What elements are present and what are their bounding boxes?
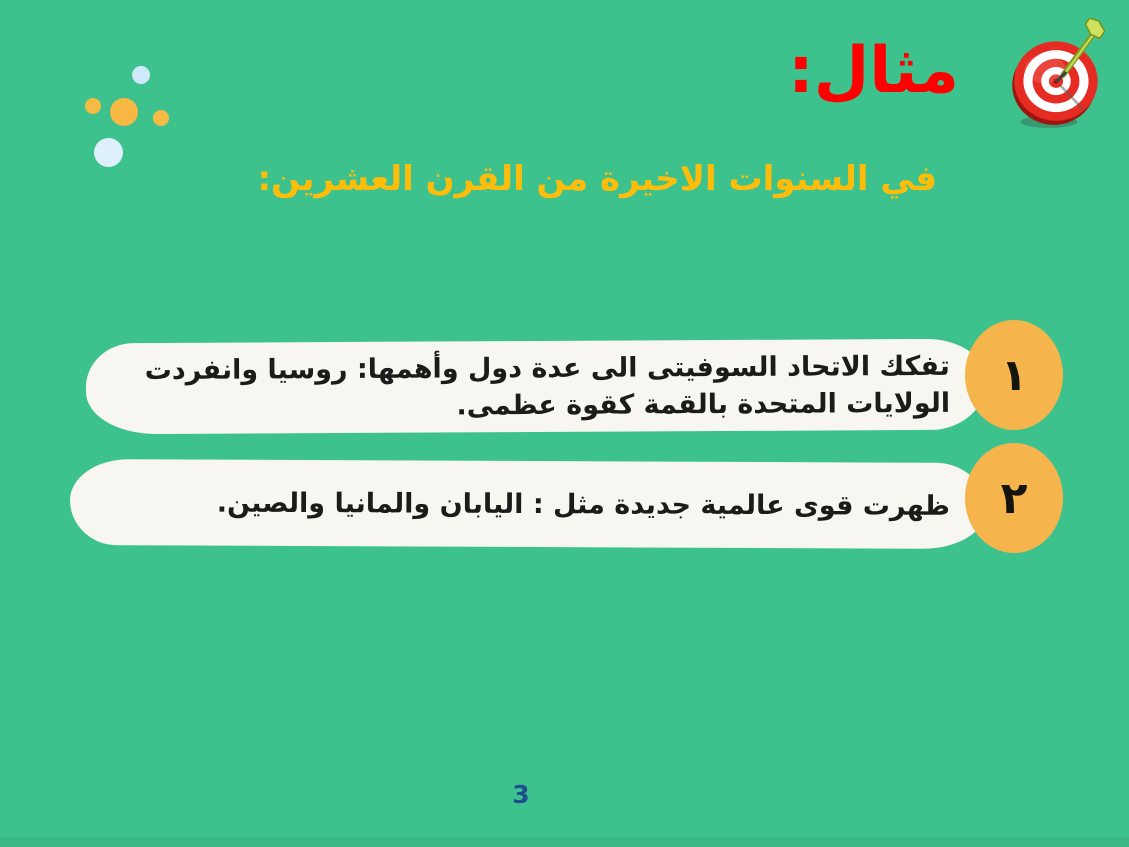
light-blue-dot-large-icon: [94, 138, 123, 167]
footer-bar: [0, 837, 1129, 847]
orange-dot-icon: [153, 110, 169, 126]
orange-dot-icon: [85, 98, 101, 114]
slide-title: مثال:: [788, 34, 959, 108]
point-banner-2: [70, 459, 986, 549]
point-2-number-badge: [965, 443, 1063, 553]
point-2-text: ظهرت قوى عالمية جديدة مثل : اليابان والمانيا والصين.: [216, 487, 951, 522]
point-1-number-badge: [965, 320, 1063, 430]
light-blue-dot-icon: [132, 66, 150, 84]
point-1-text: تفكك الاتحاد السوفيتى الى عدة دول وأهمها: روسيا وانفردت الولايات المتحدة بالقمة كقوة عظمى.: [144, 350, 951, 421]
slide-subtitle: في السنوات الاخيرة من القرن العشرين:: [257, 159, 937, 199]
point-banner-1: [86, 339, 986, 435]
page-number: 3: [512, 780, 530, 809]
target-dartboard-icon: [1006, 18, 1108, 132]
point-2-number: ٢: [1000, 472, 1028, 524]
orange-dot-large-icon: [110, 98, 138, 126]
point-1-number: ١: [1000, 349, 1028, 401]
